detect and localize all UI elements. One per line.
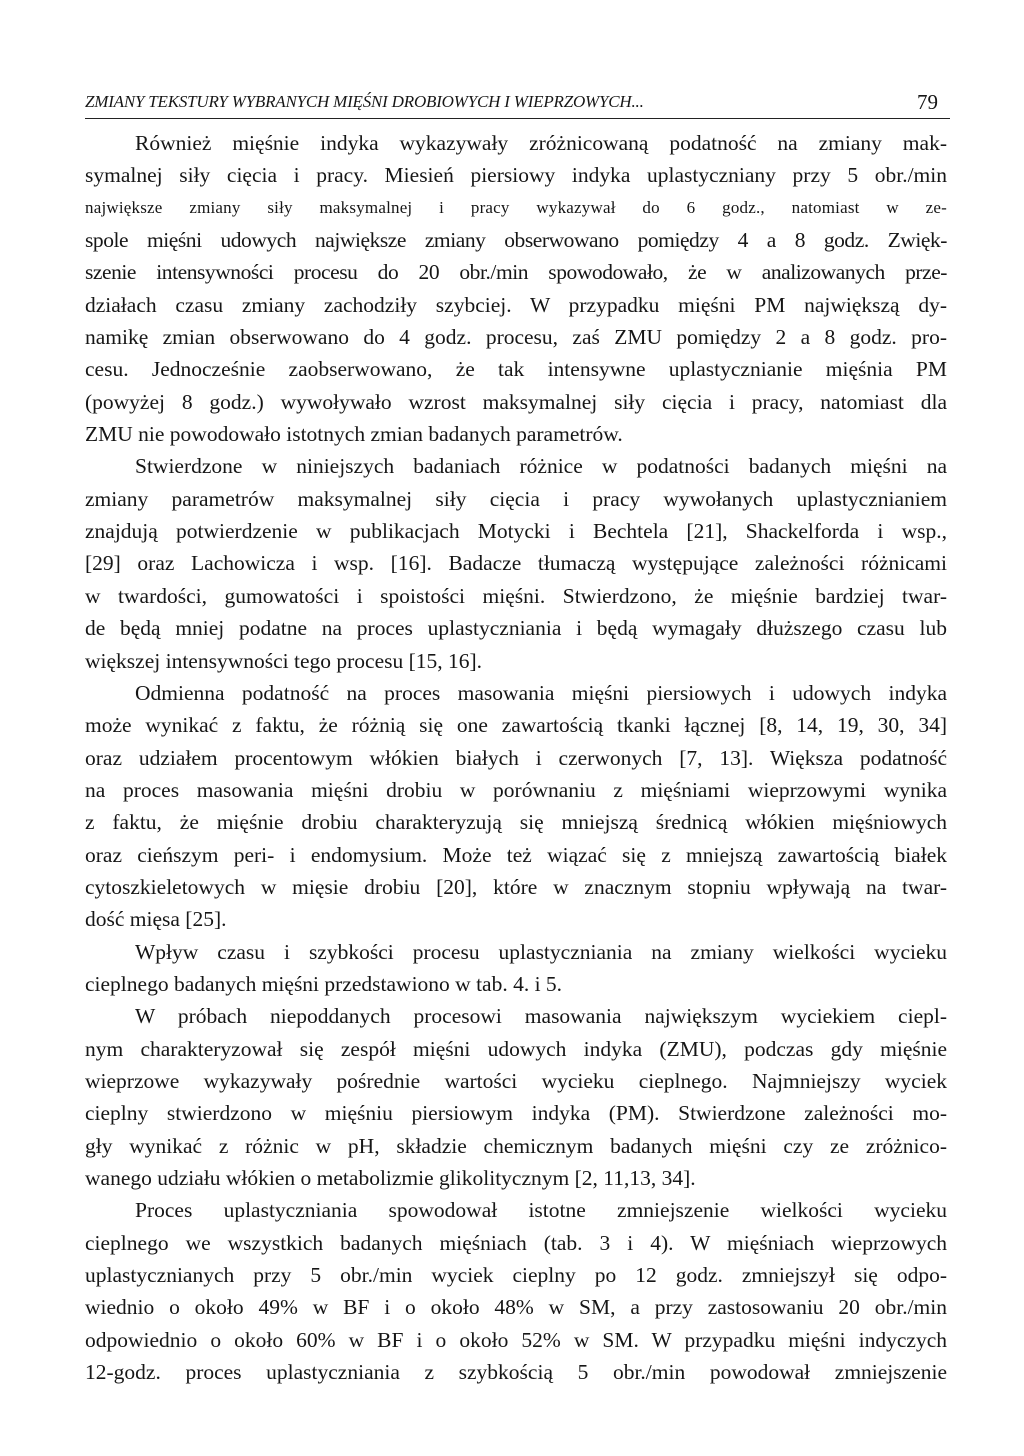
text-line: z faktu, że mięśnie drobiu charakteryzują się mniejszą średnicą włókien mięśniowych bbox=[85, 810, 947, 835]
text-line: ZMU nie powodowało istotnych zmian badanych parametrów. bbox=[85, 422, 623, 447]
text-line: wieprzowe wykazywały pośrednie wartości wycieku cieplnego. Najmniejszy wyciek bbox=[85, 1068, 947, 1093]
text-line: działach czasu zmiany zachodziły szybciej. W przypadku mięśni PM największą dy- bbox=[85, 292, 947, 317]
text-line: nym charakteryzował się zespół mięśni udowych indyka (ZMU), podczas gdy mięśnie bbox=[85, 1036, 947, 1061]
text-line: cieplnego we wszystkich badanych mięśniach (tab. 3 i 4). W mięśniach wieprzowych bbox=[85, 1230, 947, 1255]
text-line: Odmienna podatność na proces masowania mięśni piersiowych i udowych indyka bbox=[135, 680, 947, 705]
text-line: znajdują potwierdzenie w publikacjach Motycki i Bechtela [21], Shackelforda i wsp., bbox=[85, 519, 947, 544]
text-line: największe zmiany siły maksymalnej i pracy wykazywał do 6 godz., natomiast w ze- bbox=[85, 197, 947, 217]
text-line: większej intensywności tego procesu [15, 16]. bbox=[85, 648, 483, 673]
text-line: symalnej siły cięcia i pracy. Miesień piersiowy indyka uplastyczniany przy 5 obr./min bbox=[85, 163, 947, 188]
text-line: spole mięśni udowych największe zmiany obserwowano pomiędzy 4 a 8 godz. Zwięk- bbox=[85, 228, 947, 253]
text-line: oraz cieńszym peri- i endomysium. Może też wiązać się z mniejszą zawartością białek bbox=[85, 842, 947, 867]
text-line: może wynikać z faktu, że różnią się one zawartością tkanki łącznej [8, 14, 19, 30, 34] bbox=[85, 713, 947, 738]
text-line: gły wynikać z różnic w pH, składzie chemicznym badanych mięśni czy ze zróżnico- bbox=[85, 1133, 947, 1158]
text-line: cieplny stwierdzono w mięśniu piersiowym indyka (PM). Stwierdzone zależności mo- bbox=[85, 1101, 947, 1126]
text-line: oraz udziałem procentowym włókien białych i czerwonych [7, 13]. Większa podatność bbox=[85, 745, 947, 770]
text-line: wiednio o około 49% w BF i o około 48% w SM, a przy zastosowaniu 20 obr./min bbox=[85, 1295, 947, 1320]
text-line: cieplnego badanych mięśni przedstawiono w tab. 4. i 5. bbox=[85, 971, 563, 996]
text-line: cytoszkieletowych w mięsie drobiu [20], które w znacznym stopniu wpływają na twar- bbox=[85, 874, 947, 899]
text-line: [29] oraz Lachowicza i wsp. [16]. Badacze tłumaczą występujące zależności różnicami bbox=[85, 551, 947, 576]
text-line: (powyżej 8 godz.) wywoływało wzrost maksymalnej siły cięcia i pracy, natomiast dla bbox=[85, 389, 947, 414]
text-line: w twardości, gumowatości i spoistości mięśni. Stwierdzono, że mięśnie bardziej twar- bbox=[85, 583, 947, 608]
text-line: wanego udziału włókien o metabolizmie glikolitycznym [2, 11,13, 34]. bbox=[85, 1166, 696, 1190]
text-line: uplastycznianych przy 5 obr./min wyciek cieplny po 12 godz. zmniejszył się odpo- bbox=[85, 1263, 947, 1288]
body-text bbox=[85, 127, 947, 1388]
text-line: Proces uplastyczniania spowodował istotne zmniejszenie wielkości wycieku bbox=[135, 1198, 947, 1223]
text-line: szenie intensywności procesu do 20 obr./min spowodowało, że w analizowanych prze- bbox=[85, 260, 947, 285]
page-number: 79 bbox=[917, 90, 938, 114]
running-header bbox=[85, 90, 950, 119]
text-line: Stwierdzone w niniejszych badaniach różnice w podatności badanych mięśni na bbox=[135, 454, 947, 479]
text-line: odpowiednio o około 60% w BF i o około 52% w SM. W przypadku mięśni indyczych bbox=[85, 1327, 947, 1352]
running-title: ZMIANY TEKSTURY WYBRANYCH MIĘŚNI DROBIOWYCH I WIEPRZOWYCH... bbox=[85, 92, 644, 111]
text-line: na proces masowania mięśni drobiu w porównaniu z mięśniami wieprzowymi wynika bbox=[85, 777, 947, 802]
text-line: dość mięsa [25]. bbox=[85, 907, 227, 932]
text-line: Wpływ czasu i szybkości procesu uplastyczniania na zmiany wielkości wycieku bbox=[135, 939, 947, 964]
text-line: namikę zmian obserwowano do 4 godz. procesu, zaś ZMU pomiędzy 2 a 8 godz. pro- bbox=[85, 325, 947, 350]
text-line: cesu. Jednocześnie zaobserwowano, że tak intensywne uplastycznianie mięśnia PM bbox=[85, 357, 947, 382]
text-line: zmiany parametrów maksymalnej siły cięcia i pracy wywołanych uplastycznianiem bbox=[85, 486, 947, 511]
text-line: W próbach niepoddanych procesowi masowania największym wyciekiem ciepl- bbox=[135, 1004, 947, 1029]
text-line: 12-godz. proces uplastyczniania z szybkością 5 obr./min powodował zmniejszenie bbox=[85, 1360, 947, 1385]
text-line: Również mięśnie indyka wykazywały zróżnicowaną podatność na zmiany mak- bbox=[135, 131, 947, 155]
text-line: de będą mniej podatne na proces uplastyczniania i będą wymagały dłuższego czasu lub bbox=[85, 616, 947, 641]
